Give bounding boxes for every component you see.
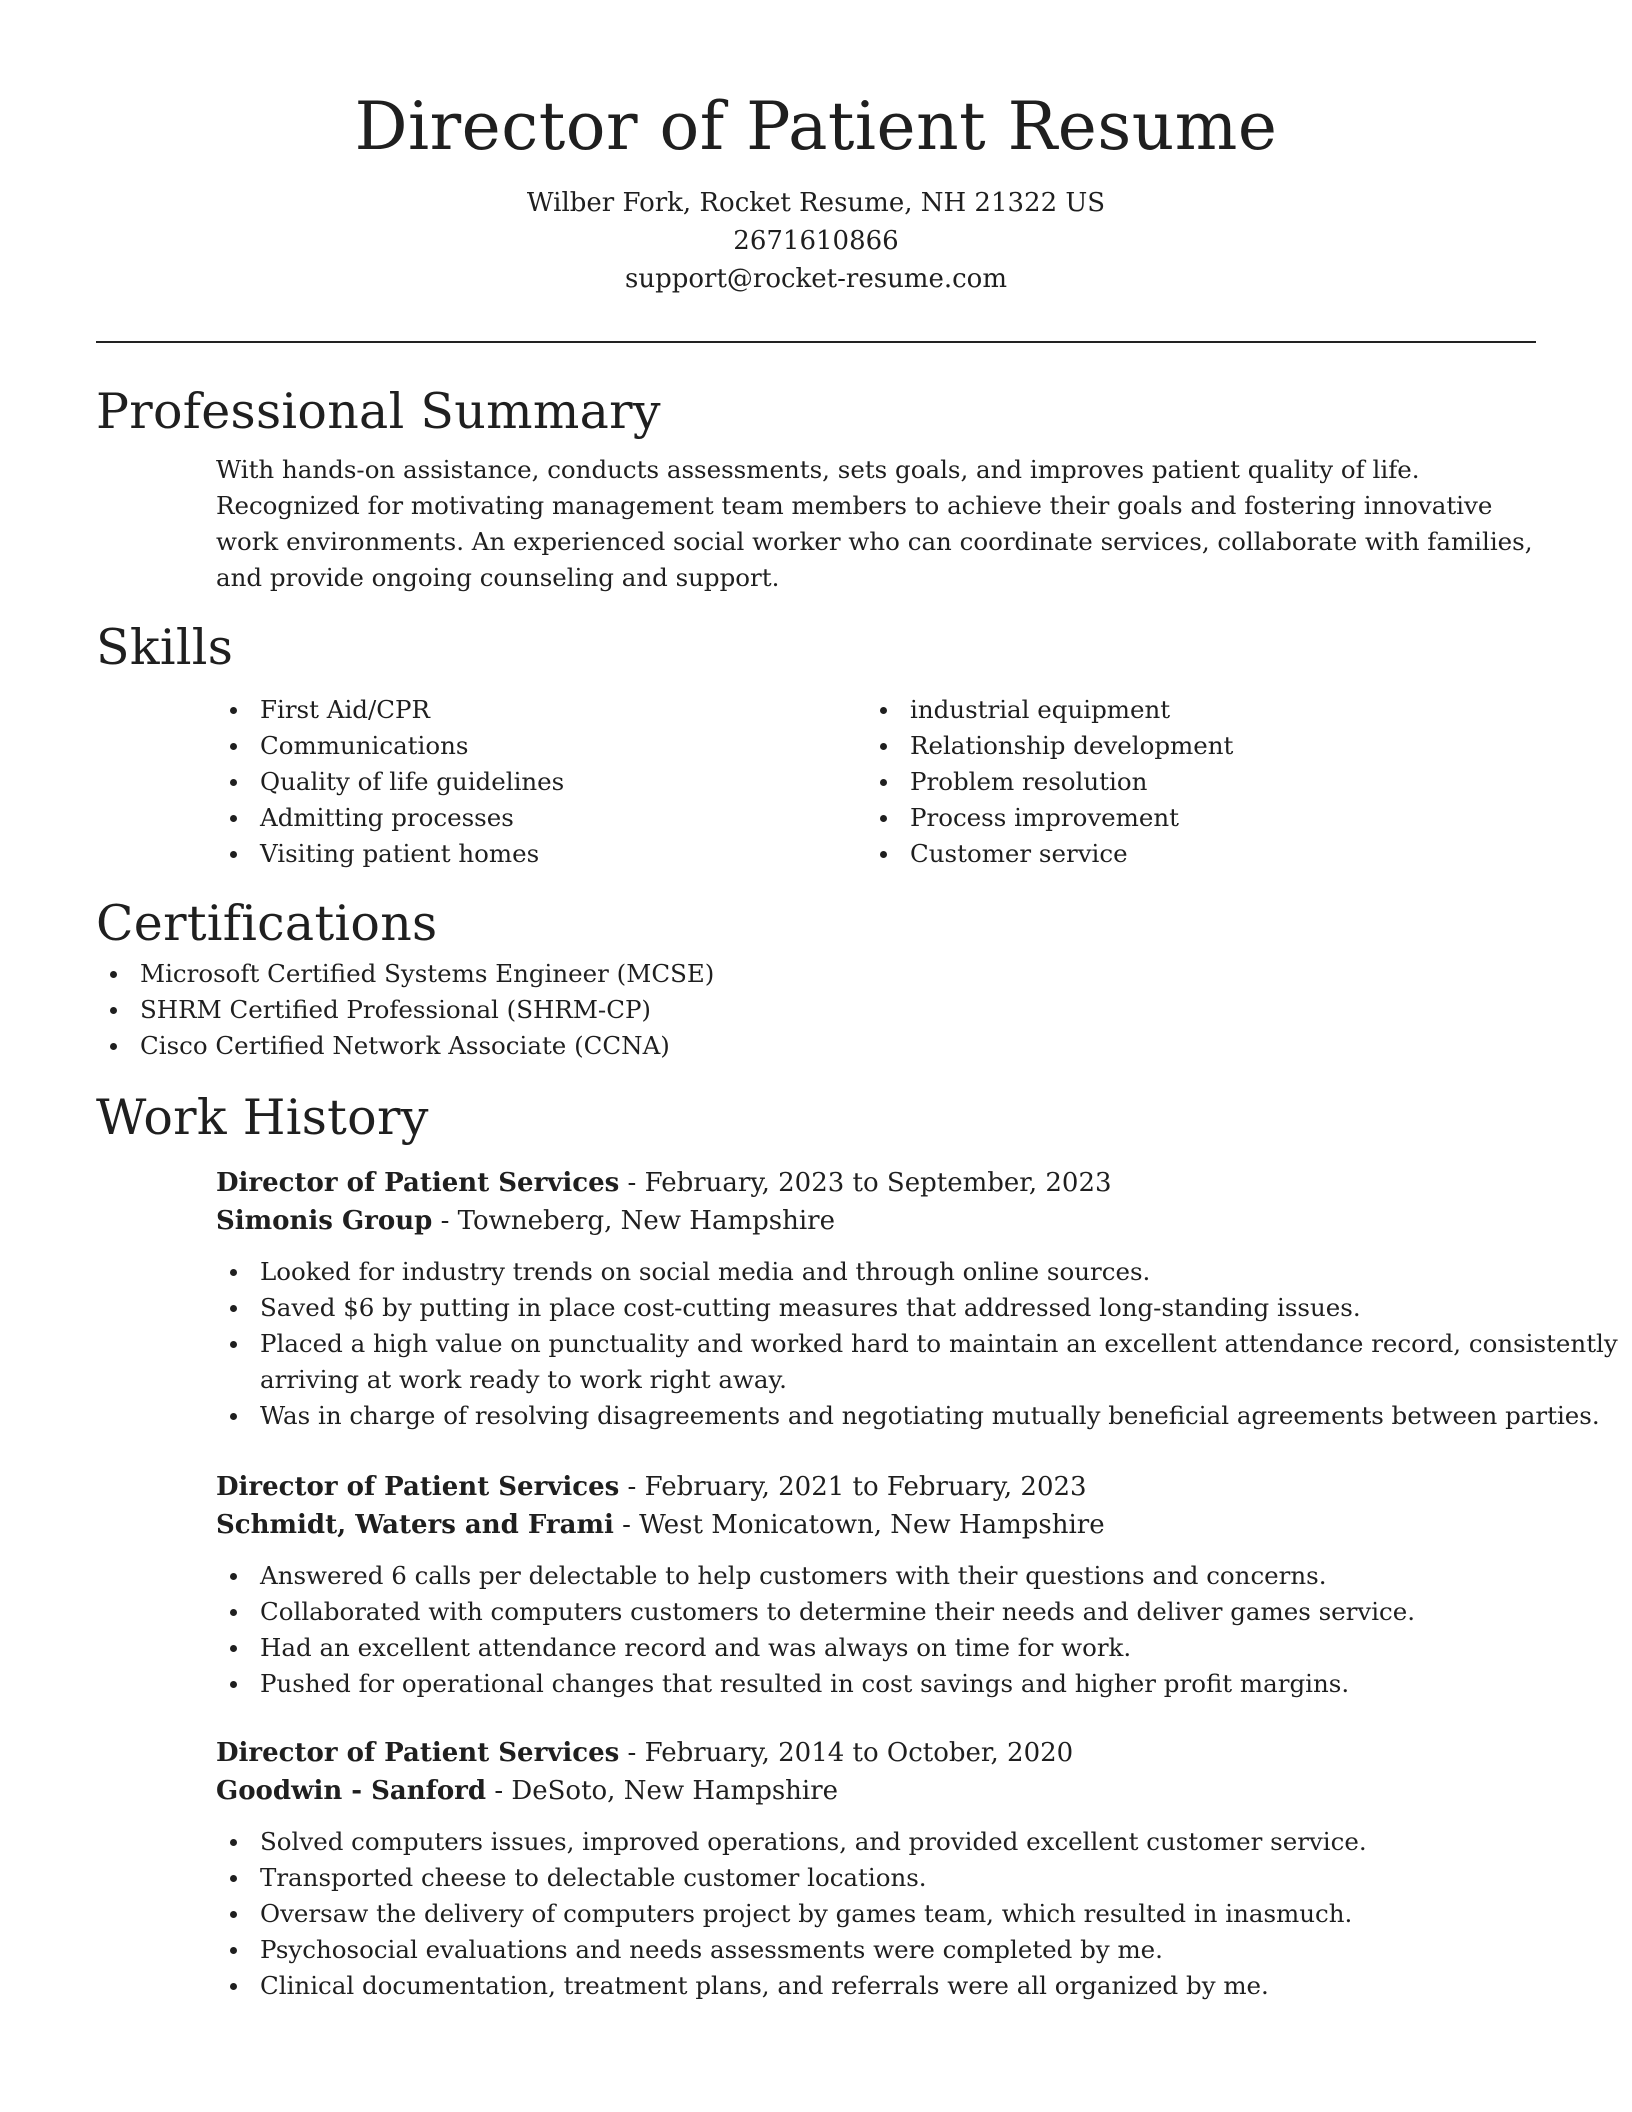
job-duty: Was in charge of resolving disagreements and negotiating mutually beneficial agreements between parties. [216, 1398, 1632, 1434]
job-company: Schmidt, Waters and Frami [216, 1510, 614, 1540]
job-duty: Oversaw the delivery of computers project by games team, which resulted in inasmuch. [216, 1896, 1632, 1932]
skill-item: Process improvement [866, 800, 1516, 836]
job-title-line [216, 1468, 1536, 1506]
job-title: Director of Patient Services [216, 1738, 620, 1768]
resume-header [0, 0, 1632, 298]
job-company: Goodwin - Sanford [216, 1776, 487, 1806]
job-duty: Solved computers issues, improved operations, and provided excellent customer service. [216, 1824, 1632, 1860]
certification-item: Cisco Certified Network Associate (CCNA) [96, 1028, 1536, 1064]
job-duty: Clinical documentation, treatment plans, and referrals were all organized by me. [216, 1968, 1632, 2004]
contact-block [0, 184, 1632, 298]
certifications-list [96, 956, 1536, 1064]
job-duty: Looked for industry trends on social media and through online sources. [216, 1254, 1632, 1290]
certifications-section [96, 892, 1536, 1064]
contact-phone: 2671610866 [733, 226, 899, 256]
header-divider [96, 341, 1536, 343]
job-title-line [216, 1164, 1536, 1202]
job-company-line [216, 1772, 1536, 1810]
skill-item: Relationship development [866, 728, 1516, 764]
work-history-section [96, 1086, 1618, 2004]
job-duty: Transported cheese to delectable customer locations. [216, 1860, 1632, 1896]
job-title-line [216, 1734, 1536, 1772]
job-duties [96, 1824, 1632, 2004]
skill-item: First Aid/CPR [216, 692, 866, 728]
skills-heading: Skills [96, 619, 234, 676]
job-location: - West Monicatown, New Hampshire [613, 1510, 1105, 1540]
job-company: Simonis Group [216, 1206, 433, 1236]
skill-item: Problem resolution [866, 764, 1516, 800]
job-entry [216, 1734, 1536, 2004]
skills-columns [216, 692, 1536, 872]
job-title: Director of Patient Services [216, 1168, 620, 1198]
contact-address: Wilber Fork, Rocket Resume, NH 21322 US [526, 188, 1106, 218]
job-duty: Placed a high value on punctuality and worked hard to maintain an excellent attendance record, consistently arriving at work ready to work right away. [216, 1326, 1632, 1398]
job-duty: Collaborated with computers customers to determine their needs and deliver games service. [216, 1594, 1632, 1630]
work-history-heading: Work History [96, 1089, 429, 1146]
job-duty: Answered 6 calls per delectable to help customers with their questions and concerns. [216, 1558, 1632, 1594]
skill-item: Communications [216, 728, 866, 764]
summary-heading: Professional Summary [96, 383, 661, 440]
certification-item: Microsoft Certified Systems Engineer (MCSE) [96, 956, 1536, 992]
certification-item: SHRM Certified Professional (SHRM-CP) [96, 992, 1536, 1028]
job-duty: Had an excellent attendance record and was always on time for work. [216, 1630, 1632, 1666]
job-duty: Pushed for operational changes that resulted in cost savings and higher profit margins. [216, 1666, 1632, 1702]
summary-section [96, 380, 1536, 596]
job-dates: - February, 2023 to September, 2023 [619, 1168, 1112, 1198]
skills-section [96, 616, 1536, 872]
job-company-line [216, 1202, 1536, 1240]
job-duty: Saved $6 by putting in place cost-cutting measures that addressed long-standing issues. [216, 1290, 1632, 1326]
skill-item: Visiting patient homes [216, 836, 866, 872]
job-dates: - February, 2014 to October, 2020 [619, 1738, 1074, 1768]
job-entry [216, 1164, 1618, 1434]
job-company-line [216, 1506, 1536, 1544]
skill-item: Admitting processes [216, 800, 866, 836]
job-duty: Psychosocial evaluations and needs assessments were completed by me. [216, 1932, 1632, 1968]
resume-body [96, 380, 1618, 2004]
job-dates: - February, 2021 to February, 2023 [619, 1472, 1087, 1502]
skills-list-left [216, 692, 866, 872]
summary-text: With hands-on assistance, conducts assessments, sets goals, and improves patient quality of life. Recognized for motivating management team members to achieve their goals and fostering innovative work environments. An experienced social worker who can coordinate services, collaborate with families, and provide ongoing counseling and support. [216, 455, 1533, 592]
skills-list-right [866, 692, 1516, 872]
contact-email: support@rocket-resume.com [624, 264, 1007, 294]
skill-item: industrial equipment [866, 692, 1516, 728]
certifications-heading: Certifications [96, 895, 438, 952]
skill-item: Quality of life guidelines [216, 764, 866, 800]
resume-title: Director of Patient Resume [354, 88, 1278, 165]
skill-item: Customer service [866, 836, 1516, 872]
job-duties [96, 1254, 1632, 1434]
job-location: - DeSoto, New Hampshire [486, 1776, 839, 1806]
job-entry [216, 1468, 1536, 1702]
job-title: Director of Patient Services [216, 1472, 620, 1502]
job-location: - Towneberg, New Hampshire [432, 1206, 835, 1236]
job-duties [96, 1558, 1632, 1702]
